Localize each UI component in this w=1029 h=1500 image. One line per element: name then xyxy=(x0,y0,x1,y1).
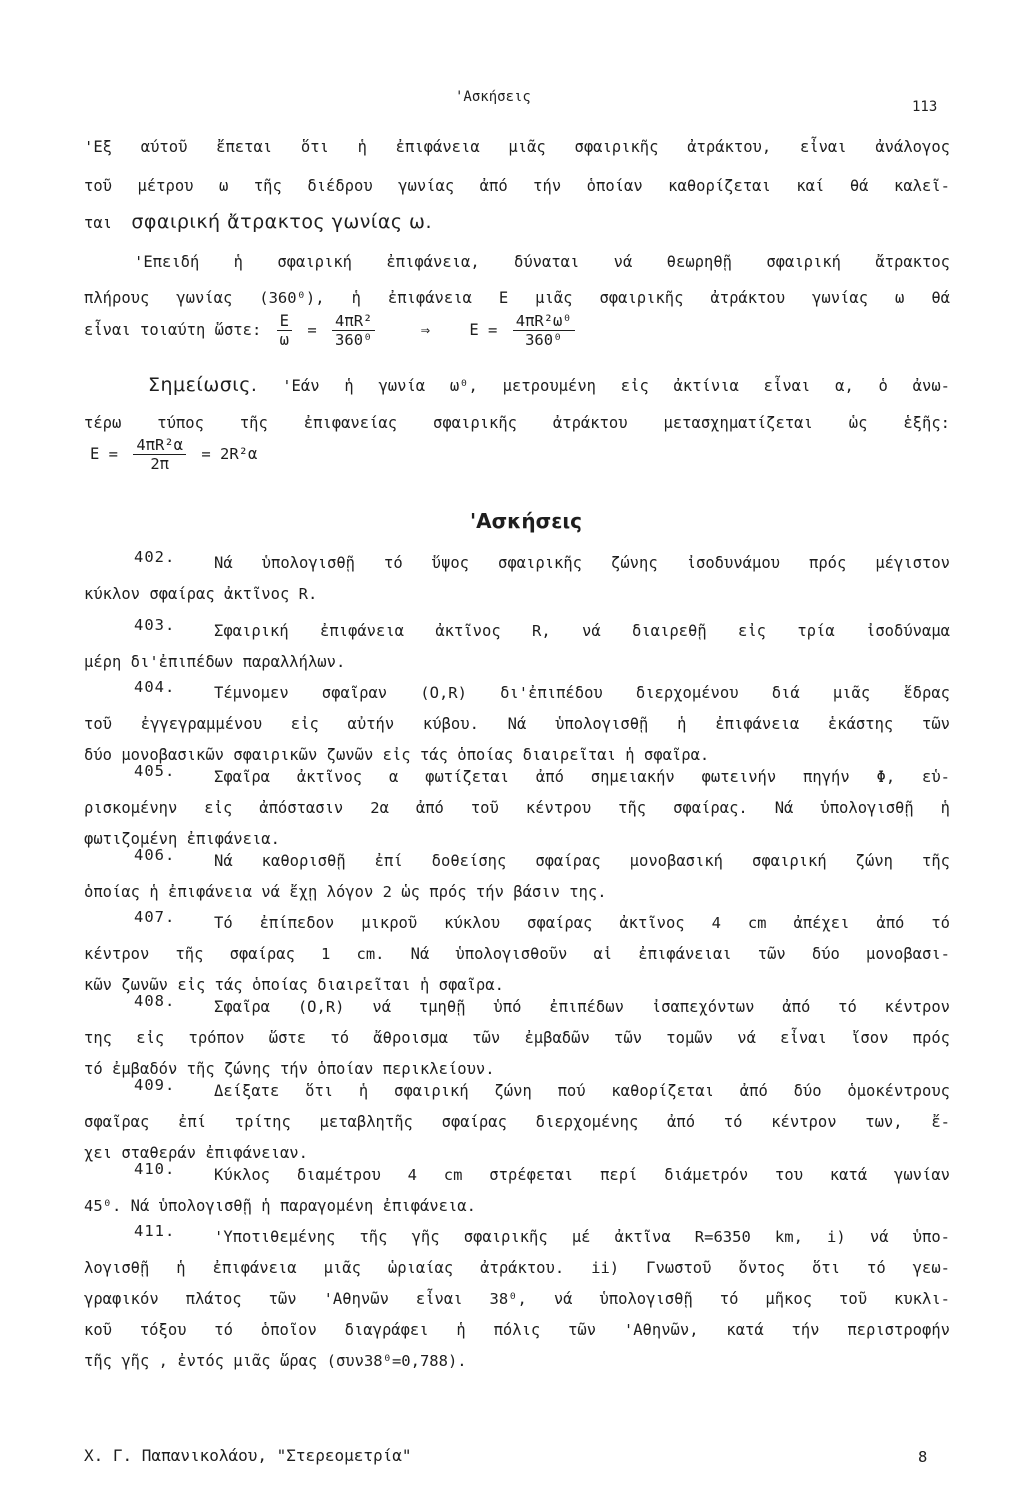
exercise-1-line-1: μέρη δι'ἐπιπέδων παραλλήλων. xyxy=(84,653,346,671)
intro-line-5: πλήρους γωνίας (360⁰), ἡ ἐπιφάνεια Ε μιᾶς σφαιρικῆς ἀτράκτου γωνίας ω θά xyxy=(84,289,950,307)
fraction-denominator: 2π xyxy=(150,455,170,473)
term-spherical-lune: σφαιρική ἄτρακτος γωνίας ω. xyxy=(131,211,433,233)
fraction-denominator: ω xyxy=(279,331,289,349)
intro-line-2: τοῦ μέτρου ω τῆς διέδρου γωνίας ἀπό τήν ὁποίαν καθορίζεται καί θά καλεῖ- xyxy=(84,177,950,195)
exercise-9-line-1: λογισθῇ ἡ ἐπιφάνεια μιᾶς ὡριαίας ἀτράκτου. ii) Γνωστοῦ ὄντος ὅτι τό γεω- xyxy=(84,1259,950,1277)
fraction-4piR2-over-360 xyxy=(332,312,375,349)
exercise-number: 411. xyxy=(134,1222,176,1240)
exercise-number: 407. xyxy=(134,908,176,926)
exercise-6-line-1: της εἰς τρόπον ὥστε τό ἄθροισμα τῶν ἐμβαδῶν τῶν τομῶν νά εἶναι ἴσον πρός xyxy=(84,1029,950,1047)
fraction-denominator: 360⁰ xyxy=(335,331,373,349)
formula-intro-text: εἶναι τοιαύτη ὥστε: xyxy=(84,321,262,339)
note-formula-rhs: = 2R²α xyxy=(201,445,258,463)
running-header-title: 'Ασκήσεις xyxy=(455,89,531,105)
exercise-6-line-0: Σφαῖρα (Ο,R) νά τμηθῇ ὑπό ἐπιπέδων ἰσαπεχόντων ἀπό τό κέντρον xyxy=(214,998,950,1016)
exercise-number: 403. xyxy=(134,616,176,634)
exercise-6-line-2: τό ἐμβαδόν τῆς ζώνης τήν ὁποίαν περικλείουν. xyxy=(84,1060,495,1078)
exercise-9-line-4: τῆς γῆς , ἐντός μιᾶς ὥρας (συν38⁰=0,788). xyxy=(84,1352,467,1370)
note-line-2: τέρω τύπος τῆς ἐπιφανείας σφαιρικῆς ἀτράκτου μετασχηματίζεται ὡς ἑξῆς: xyxy=(84,414,950,432)
fraction-numerator: 4πR²ω⁰ xyxy=(513,312,575,331)
exercise-8-line-1: 45⁰. Νά ὑπολογισθῇ ἡ παραγομένη ἐπιφάνεια. xyxy=(84,1197,476,1215)
footer-citation: Χ. Γ. Παπανικολάου, "Στερεομετρία" xyxy=(84,1446,412,1465)
exercise-number: 410. xyxy=(134,1160,176,1178)
section-heading: 'Ασκήσεις xyxy=(470,509,582,533)
exercise-9-line-2: γραφικόν πλάτος τῶν 'Αθηνῶν εἶναι 38⁰, νά ὑπολογισθῇ τό μῆκος τοῦ κυκλι- xyxy=(84,1290,950,1308)
exercise-4-line-1: ὁποίας ἡ ἐπιφάνεια νά ἔχῃ λόγον 2 ὡς πρός τήν βάσιν της. xyxy=(84,883,607,901)
exercise-5-line-0: Τό ἐπίπεδον μικροῦ κύκλου σφαίρας ἀκτῖνος 4 cm ἀπέχει ἀπό τό xyxy=(214,914,950,932)
exercise-number: 406. xyxy=(134,846,176,864)
exercise-0-line-0: Νά ὑπολογισθῇ τό ὕψος σφαιρικῆς ζώνης ἰσοδυνάμου πρός μέγιστον xyxy=(214,554,950,572)
fraction-numerator: Ε xyxy=(277,312,292,331)
exercise-0-line-1: κύκλον σφαίρας ἀκτῖνος R. xyxy=(84,585,318,603)
exercise-9-line-0: 'Υποτιθεμένης τῆς γῆς σφαιρικῆς μέ ἀκτῖνα R=6350 km, i) νά ὑπο- xyxy=(214,1228,950,1246)
exercise-8-line-0: Κύκλος διαμέτρου 4 cm στρέφεται περί διάμετρόν του κατά γωνίαν xyxy=(214,1166,950,1184)
exercise-7-line-1: σφαῖρας ἐπί τρίτης μεταβλητῆς σφαίρας διερχομένης ἀπό τό κέντρον των, ἔ- xyxy=(84,1113,950,1131)
exercise-2-line-0: Τέμνομεν σφαῖραν (Ο,R) δι'ἐπιπέδου διερχομένου διά μιᾶς ἕδρας xyxy=(214,684,950,702)
exercise-2-line-2: δύο μονοβασικῶν σφαιρικῶν ζωνῶν εἰς τάς ὁποίας διαιρεῖται ἡ σφαῖρα. xyxy=(84,746,710,764)
intro-line-1: 'Εξ αύτοῦ ἔπεται ὅτι ἡ ἐπιφάνεια μιᾶς σφαιρικῆς ἀτράκτου, εἶναι ἀνάλογος xyxy=(84,138,950,156)
note-formula xyxy=(90,436,257,473)
exercise-5-line-1: κέντρον τῆς σφαίρας 1 cm. Νά ὑπολογισθοῦν αἱ ἐπιφάνειαι τῶν δύο μονοβασι- xyxy=(84,945,950,963)
exercise-3-line-1: ρισκομένην εἰς ἀπόστασιν 2α ἀπό τοῦ κέντρου τῆς σφαίρας. Νά ὑπολογισθῇ ἡ xyxy=(84,799,950,817)
fraction-numerator: 4πR² xyxy=(332,312,375,331)
fraction-area-formula xyxy=(513,312,575,349)
footer-sheet-number: 8 xyxy=(918,1448,928,1466)
intro-line-3 xyxy=(84,207,432,239)
note-formula-lhs: Ε = xyxy=(90,445,118,463)
exercise-3-line-0: Σφαῖρα ἀκτῖνος α φωτίζεται ἀπό σημειακήν φωτεινήν πηγήν Φ, εὑ- xyxy=(214,768,950,786)
implies-arrow: ⇒ xyxy=(420,321,431,339)
intro-line-4: 'Επειδή ἡ σφαιρική ἐπιφάνεια, δύναται νά θεωρηθῇ σφαιρική ἄτρακτος xyxy=(134,253,950,271)
exercise-number: 409. xyxy=(134,1076,176,1094)
note-line-1-text: 'Εάν ἡ γωνία ω⁰, μετρουμένη εἰς ἀκτίνια εἶναι α, ὁ ἀνω- xyxy=(282,377,950,395)
page-number: 113 xyxy=(912,99,938,115)
exercise-4-line-0: Νά καθορισθῇ ἐπί δοθείσης σφαίρας μονοβασική σφαιρική ζώνη τῆς xyxy=(214,852,950,870)
exercise-2-line-1: τοῦ ἐγγεγραμμένου εἰς αὐτήν κύβου. Νά ὑπολογισθῇ ἡ ἐπιφάνεια ἑκάστης τῶν xyxy=(84,715,950,733)
exercise-number: 408. xyxy=(134,992,176,1010)
exercise-1-line-0: Σφαιρική ἐπιφάνεια ἀκτῖνος R, νά διαιρεθῇ εἰς τρία ἰσοδύναμα xyxy=(214,622,950,640)
exercise-3-line-2: φωτιζομένη ἐπιφάνεια. xyxy=(84,830,280,848)
fraction-numerator: 4πR²α xyxy=(133,436,186,455)
exercise-number: 405. xyxy=(134,762,176,780)
equals-sign: = xyxy=(307,321,317,339)
exercise-5-line-2: κῶν ζωνῶν εἰς τάς ὁποίας διαιρεῖται ἡ σφαῖρα. xyxy=(84,976,504,994)
fraction-e-over-omega xyxy=(277,312,292,349)
exercise-7-line-2: χει σταθεράν ἐπιφάνειαν. xyxy=(84,1144,308,1162)
exercise-number: 402. xyxy=(134,548,176,566)
fraction-denominator: 360⁰ xyxy=(525,331,563,349)
intro-line-3-prefix: ται xyxy=(84,214,112,232)
exercise-7-line-0: Δείξατε ὅτι ἡ σφαιρική ζώνη πού καθορίζεται ἀπό δύο ὁμοκέντρους xyxy=(214,1082,950,1100)
fraction-4piR2a-over-2pi xyxy=(133,436,186,473)
exercise-number: 404. xyxy=(134,678,176,696)
note-label: Σημείωσις. xyxy=(148,374,258,396)
exercise-9-line-3: κοῦ τόξου τό ὁποῖον διαγράφει ἡ πόλις τῶν 'Αθηνῶν, κατά τήν περιστροφήν xyxy=(84,1321,950,1339)
formula-line xyxy=(84,312,581,349)
formula-lhs-e: Ε = xyxy=(469,321,498,339)
note-line-1 xyxy=(148,370,950,402)
